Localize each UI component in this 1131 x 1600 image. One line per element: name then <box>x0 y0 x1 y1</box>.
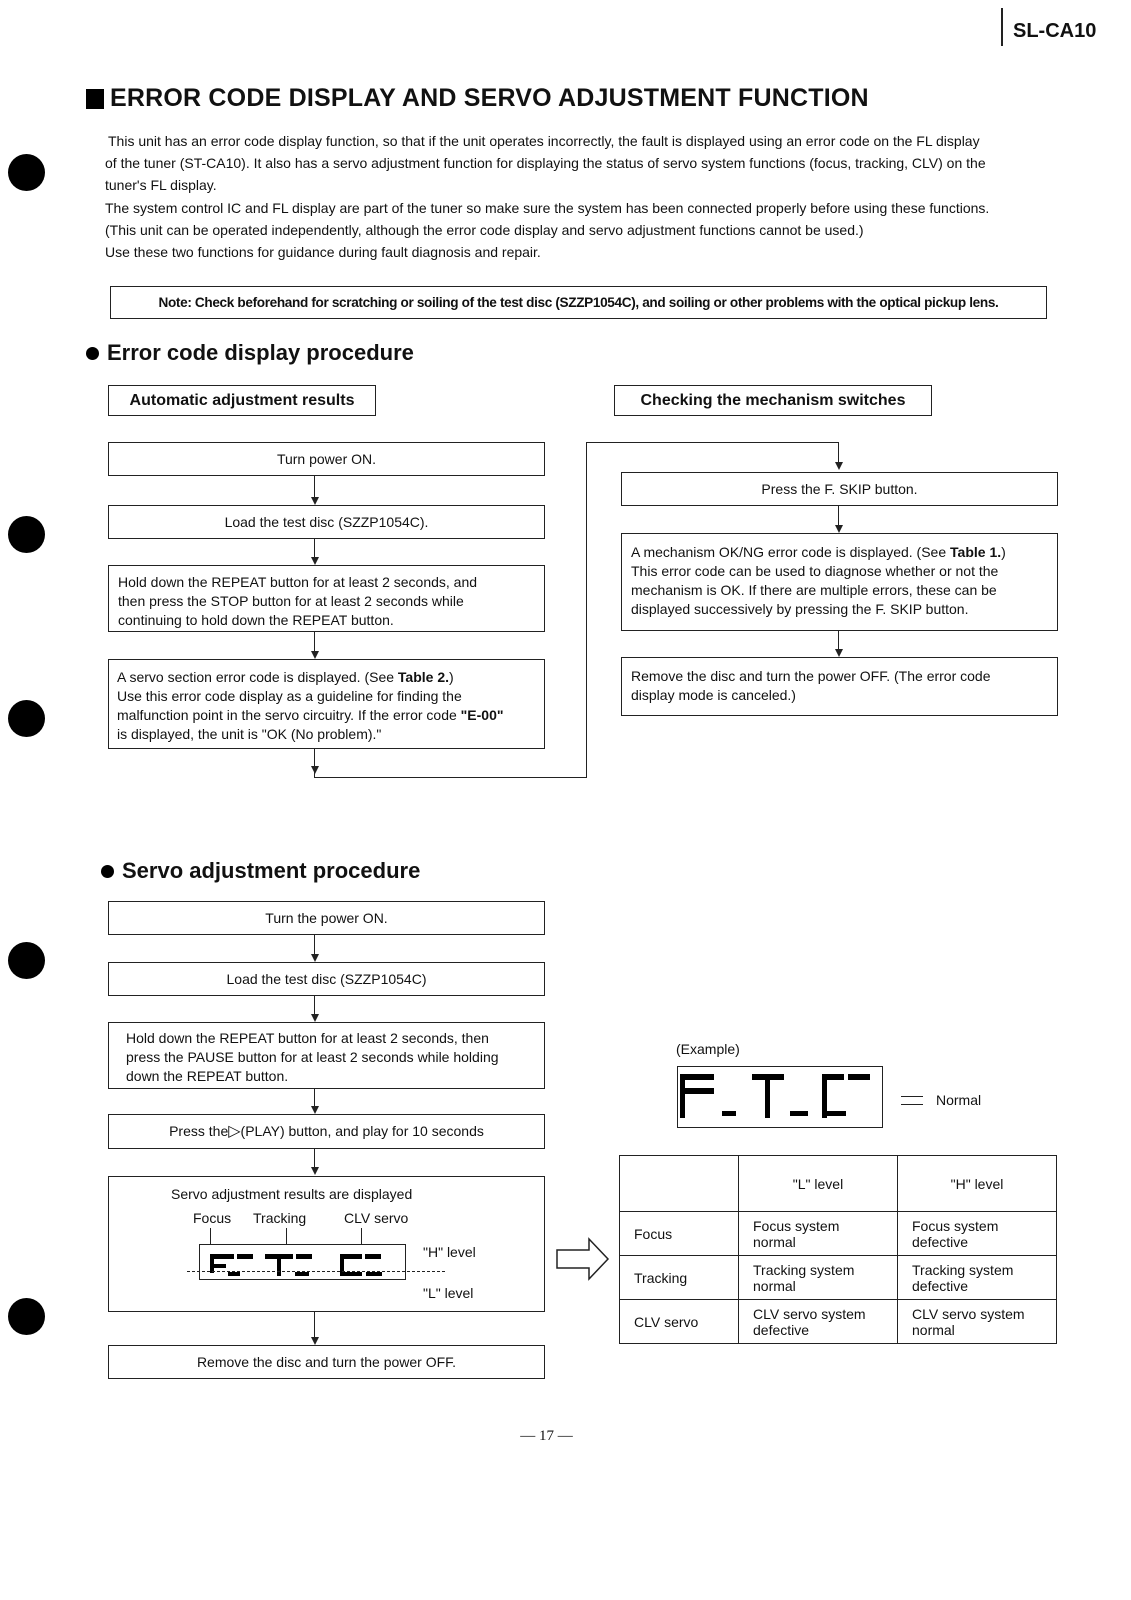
servo-results-title: Servo adjustment results are displayed <box>171 1186 413 1202</box>
model-number: SL-CA10 <box>1013 20 1097 42</box>
connector-line <box>314 777 586 778</box>
intro-line-4: The system control IC and FL display are part of the tuner so make sure the system has been connected properly before using these functions. <box>105 200 990 216</box>
flow-arrow <box>311 1014 319 1022</box>
servo-section-title: Servo adjustment procedure <box>122 858 421 883</box>
fl-display-example <box>677 1066 883 1128</box>
table-row-name: CLV servo <box>620 1300 739 1344</box>
flow-line <box>314 1089 315 1107</box>
table-cell: CLV servo system defective <box>739 1300 898 1344</box>
table-cell: Focus system defective <box>898 1212 1057 1256</box>
table-cell: Tracking system normal <box>739 1256 898 1300</box>
step-hold-repeat-stop <box>108 565 545 632</box>
connector-line <box>586 442 838 443</box>
hollow-right-arrow-icon <box>555 1236 611 1282</box>
table-row <box>620 1300 1057 1344</box>
step-text-line: This error code can be used to diagnose whether or not the <box>631 563 999 579</box>
table-cell: CLV servo system normal <box>898 1300 1057 1344</box>
step-text-line: then press the STOP button for at least 2 seconds while <box>118 593 464 609</box>
step-text-line: display mode is canceled.) <box>631 687 796 703</box>
title-square-icon <box>86 89 104 109</box>
step-mechanism-error-displayed <box>621 533 1058 631</box>
flow-line <box>314 539 315 558</box>
flow-arrow <box>311 1106 319 1114</box>
flow-arrow <box>311 954 319 962</box>
table-header-cell <box>620 1156 739 1212</box>
connector-line <box>586 442 587 778</box>
step-text-line: A mechanism OK/NG error code is displayed. (See Table 1.) <box>631 544 1006 560</box>
fl-display-servo <box>199 1244 406 1280</box>
step-text-line: mechanism is OK. If there are multiple errors, these can be <box>631 582 997 598</box>
binder-hole <box>8 154 45 191</box>
error-section-title: Error code display procedure <box>107 340 414 365</box>
flow-arrow <box>311 497 319 505</box>
servo-step-power-on: Turn the power ON. <box>108 901 545 935</box>
pointer-line <box>210 1228 211 1244</box>
step-text-line: continuing to hold down the REPEAT button. <box>118 612 394 628</box>
flow-line <box>314 1149 315 1168</box>
step-text-line: Hold down the REPEAT button for at least 2 seconds, then <box>126 1030 489 1046</box>
page-title: ERROR CODE DISPLAY AND SERVO ADJUSTMENT FUNCTION <box>110 84 869 112</box>
equals-icon <box>901 1104 923 1105</box>
table-header-row <box>620 1156 1057 1212</box>
flow-line <box>838 442 839 463</box>
servo-level-table <box>619 1155 1057 1344</box>
step-servo-error-displayed <box>108 659 545 749</box>
step-text-line: press the PAUSE button for at least 2 seconds while holding <box>126 1049 499 1065</box>
page-number: — 17 — <box>520 1428 573 1444</box>
normal-label: Normal <box>936 1092 982 1108</box>
page-title-row <box>86 84 869 113</box>
automatic-adjustment-title: Automatic adjustment results <box>108 385 376 416</box>
servo-step-press-play: Press the ▷ (PLAY) button, and play for 10 seconds <box>108 1114 545 1149</box>
focus-label: Focus <box>193 1210 232 1226</box>
step-text-line: A servo section error code is displayed. (See Table 2.) <box>117 669 454 685</box>
servo-results-box <box>108 1176 545 1312</box>
tracking-label: Tracking <box>253 1210 307 1226</box>
table-row-name: Focus <box>620 1212 739 1256</box>
table-header-cell: "L" level <box>739 1156 898 1212</box>
flow-arrow <box>311 651 319 659</box>
note-box: Note: Check beforehand for scratching or soiling of the test disc (SZZP1054C), and soiling or other problems with the optical pickup lens. <box>110 286 1047 319</box>
play-icon: ▷ <box>228 1123 241 1140</box>
level-divider-line <box>187 1271 445 1272</box>
servo-step-hold-repeat-pause <box>108 1022 545 1089</box>
flow-arrow <box>311 1167 319 1175</box>
flow-line <box>314 996 315 1015</box>
l-level-label: "L" level <box>423 1285 474 1301</box>
table-cell: Tracking system defective <box>898 1256 1057 1300</box>
flow-arrow <box>835 525 843 533</box>
pointer-line <box>286 1228 287 1244</box>
step-text-line: malfunction point in the servo circuitry. If the error code "E-00" <box>117 707 504 723</box>
bullet-icon <box>86 347 99 360</box>
flow-arrow <box>311 1337 319 1345</box>
step-text-line: displayed successively by pressing the F. SKIP button. <box>631 601 969 617</box>
flow-line <box>838 631 839 650</box>
error-section-heading <box>86 340 414 366</box>
step-turn-power-on: Turn power ON. <box>108 442 545 476</box>
binder-hole <box>8 516 45 553</box>
intro-line-1: This unit has an error code display function, so that if the unit operates incorrectly, the fault is displayed using an error code on the FL display <box>108 133 980 149</box>
intro-line-3: tuner's FL display. <box>105 177 217 193</box>
table-row <box>620 1256 1057 1300</box>
servo-step-remove-disc: Remove the disc and turn the power OFF. <box>108 1345 545 1379</box>
example-label: (Example) <box>676 1041 740 1057</box>
step-text-line: Remove the disc and turn the power OFF. (The error code <box>631 668 991 684</box>
clv-servo-label: CLV servo <box>344 1210 409 1226</box>
flow-arrow <box>311 766 319 774</box>
step-text-line: is displayed, the unit is "OK (No problem)." <box>117 726 382 742</box>
h-level-label: "H" level <box>423 1244 476 1260</box>
flow-line <box>314 935 315 955</box>
flow-line <box>838 506 839 526</box>
flow-arrow <box>835 649 843 657</box>
binder-hole <box>8 942 45 979</box>
step-load-test-disc: Load the test disc (SZZP1054C). <box>108 505 545 539</box>
table-cell: Focus system normal <box>739 1212 898 1256</box>
step-remove-disc-power-off <box>621 657 1058 716</box>
flow-line <box>314 632 315 652</box>
flow-line <box>314 476 315 498</box>
binder-hole <box>8 700 45 737</box>
servo-section-heading <box>101 858 420 884</box>
equals-icon <box>901 1096 923 1097</box>
step-press-f-skip: Press the F. SKIP button. <box>621 472 1058 506</box>
table-row-name: Tracking <box>620 1256 739 1300</box>
step-text-line: Hold down the REPEAT button for at least 2 seconds, and <box>118 574 478 590</box>
step-text-line: Use this error code display as a guideline for finding the <box>117 688 462 704</box>
servo-step-load-disc: Load the test disc (SZZP1054C) <box>108 962 545 996</box>
table-header-cell: "H" level <box>898 1156 1057 1212</box>
flow-arrow <box>835 462 843 470</box>
pointer-line <box>361 1228 362 1244</box>
mechanism-switches-title: Checking the mechanism switches <box>614 385 932 416</box>
flow-line <box>314 1312 315 1338</box>
binder-hole <box>8 1298 45 1335</box>
table-row <box>620 1212 1057 1256</box>
step-text-line: down the REPEAT button. <box>126 1068 289 1084</box>
header-divider <box>1001 8 1003 46</box>
intro-line-5: (This unit can be operated independently, although the error code display and servo adjustment functions cannot be used.) <box>105 222 864 238</box>
flow-arrow <box>311 557 319 565</box>
bullet-icon <box>101 865 114 878</box>
intro-line-6: Use these two functions for guidance during fault diagnosis and repair. <box>105 244 541 260</box>
intro-line-2: of the tuner (ST-CA10). It also has a servo adjustment function for displaying the status of servo system functions (focus, tracking, CLV) on the <box>105 155 986 171</box>
